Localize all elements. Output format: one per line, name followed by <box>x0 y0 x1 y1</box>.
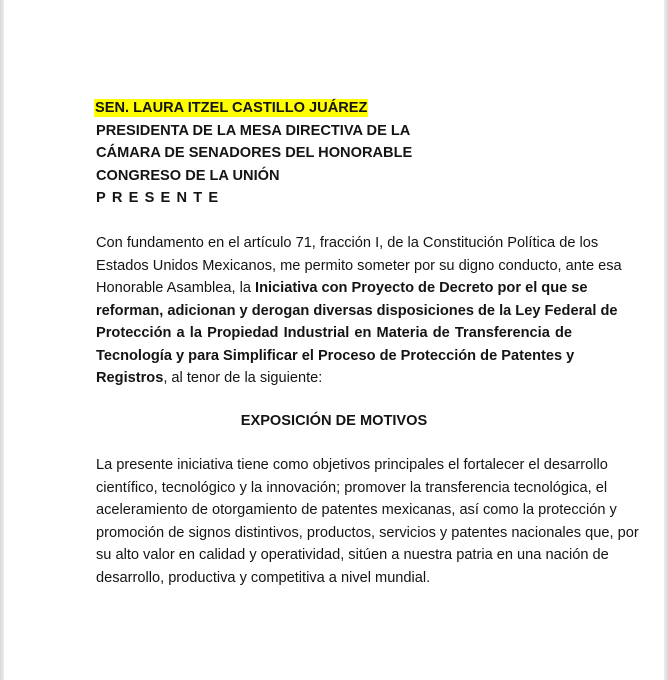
page-edge-left <box>0 0 4 680</box>
salutation: PRESENTE <box>96 190 225 207</box>
addressee-title-line-3: CONGRESO DE LA UNIÓN <box>96 167 280 184</box>
motives-line: desarrollo, productiva y competitiva a nivel mundial. <box>96 569 431 586</box>
motives-paragraph <box>96 454 639 589</box>
intro-text: , al tenor de la siguiente: <box>163 370 323 387</box>
intro-line <box>96 367 572 390</box>
intro-line <box>96 277 588 300</box>
initiative-title-end: Registros <box>96 370 164 387</box>
addressee-name: SEN. LAURA ITZEL CASTILLO JUÁREZ <box>95 100 368 116</box>
motives-line: aceleramiento de otorgamiento de patentes mexicanas, así como la protección y <box>96 502 617 519</box>
intro-text: Honorable Asamblea, la <box>96 280 256 297</box>
intro-paragraph <box>96 232 622 390</box>
initiative-title-line: reforman, adicionan y derogan diversas disposiciones de la Ley Federal de <box>96 302 618 319</box>
motives-line: su alto valor en calidad y operatividad, sitúen a nuestra patria en una nación de <box>96 547 609 564</box>
initiative-title: Iniciativa con Proyecto de Decreto por el que se <box>255 280 588 297</box>
page-edge-right <box>664 0 668 680</box>
addressee-title-line-1: PRESIDENTA DE LA MESA DIRECTIVA DE LA <box>96 122 411 139</box>
initiative-title-line: Tecnología y para Simplificar el Proceso de Protección de Patentes y <box>96 347 575 364</box>
addressee-title-line-2: CÁMARA DE SENADORES DEL HONORABLE <box>96 145 413 162</box>
initiative-title-line: Protección a la Propiedad Industrial en Materia de Transferencia de <box>96 325 572 342</box>
addressee-name-line <box>96 97 402 120</box>
motives-line: La presente iniciativa tiene como objetivos principales el fortalecer el desarrollo <box>96 457 608 473</box>
intro-line: Con fundamento en el artículo 71, fracción I, de la Constitución Política de los <box>96 235 599 251</box>
intro-line: Estados Unidos Mexicanos, me permito someter por su digno conducto, ante esa <box>96 257 622 274</box>
section-heading: EXPOSICIÓN DE MOTIVOS <box>240 413 428 429</box>
motives-line: científico, tecnológico y la innovación; promover la transferencia tecnológica, el <box>96 479 608 496</box>
addressee-block <box>95 97 413 210</box>
motives-line: promoción de signos distintivos, productos, servicios y patentes nacionales que, por <box>96 524 639 541</box>
